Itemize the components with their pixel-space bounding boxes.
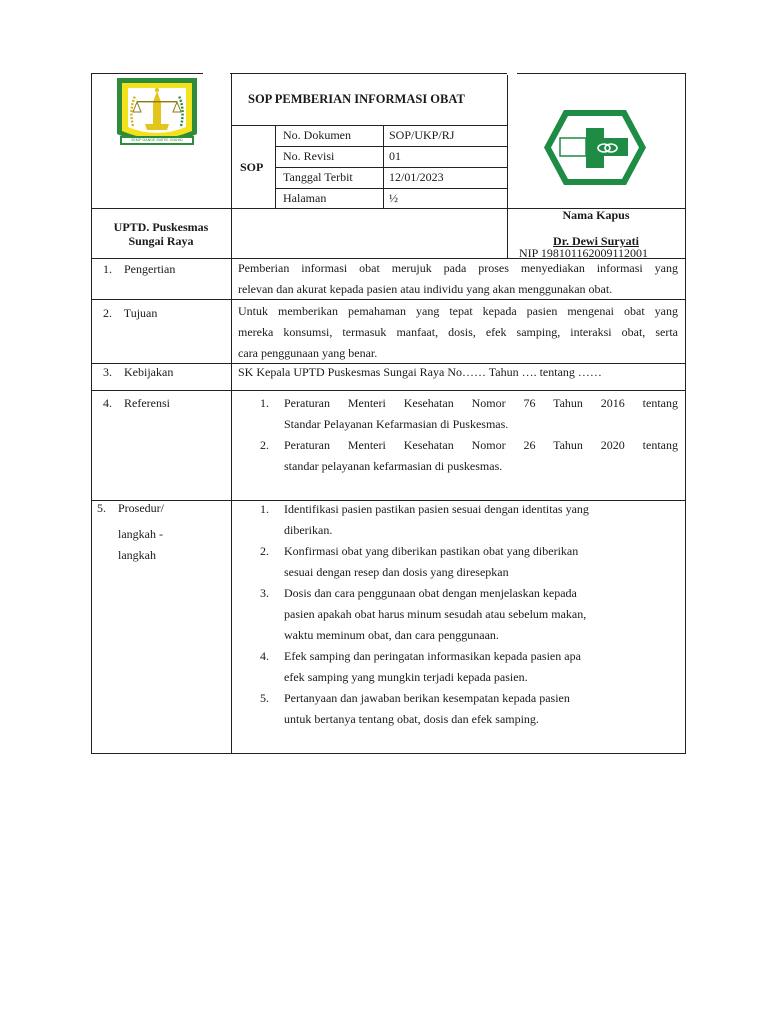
meta-row-line — [275, 146, 508, 147]
sop-label: SOP — [240, 160, 264, 174]
logo-column-divider — [507, 73, 508, 258]
org-name-line1: UPTD. Puskesmas — [113, 220, 209, 234]
section-label-pengertian: 1. Pengertian — [103, 262, 176, 276]
meta-row-line — [275, 167, 508, 168]
table-border-bottom — [91, 753, 686, 754]
list-line: standar pelayanan kefarmasian di puskesmas. — [284, 459, 503, 473]
list-line: Efek samping dan peringatan informasikan kepada pasien apa — [284, 649, 581, 663]
section-label-kebijakan: 3. Kebijakan — [103, 365, 174, 379]
list-item — [238, 583, 678, 646]
border-gap — [203, 71, 230, 75]
meta-row-line — [275, 188, 508, 189]
list-line: Peraturan Menteri Kesehatan Nomor 76 Tahun 2016 tentang — [284, 396, 678, 410]
body-line: Untuk memberikan pemahaman yang tepat kepada pasien mengenai obat yang — [238, 304, 678, 318]
list-line: sesuai dengan resep dan dosis yang diresepkan — [284, 565, 509, 579]
list-number: 4. — [260, 649, 269, 663]
list-number: 1. — [260, 502, 269, 516]
list-number: 2. — [260, 544, 269, 558]
meta-label-doc-number: No. Dokumen — [283, 128, 351, 142]
list-line: waktu meminum obat, dan cara penggunaan. — [284, 628, 499, 642]
list-item — [238, 393, 678, 435]
org-name-line2: Sungai Raya — [128, 234, 194, 248]
list-line: Identifikasi pasien pastikan pasien sesuai dengan identitas yang — [284, 502, 589, 516]
list-item — [238, 646, 678, 688]
list-line: Pertanyaan dan jawaban berikan kesempatan kepada pasien — [284, 691, 570, 705]
section-body-kebijakan: SK Kepala UPTD Puskesmas Sungai Raya No…… Tahun …. tentang …… — [238, 365, 602, 379]
row-line — [91, 390, 686, 391]
list-line: pasien apakah obat harus minum sesudah atau sebelum makan, — [284, 607, 587, 621]
list-line: diberikan. — [284, 523, 333, 537]
meta-label-revision: No. Revisi — [283, 149, 335, 163]
body-line: relevan dan akurat kepada pasien atau individu yang akan menggunakan obat. — [238, 282, 613, 296]
meta-value-doc-number: SOP/UKP/RJ — [389, 128, 455, 142]
meta-value-page: ½ — [389, 191, 398, 205]
section-body-pengertian — [238, 258, 678, 300]
list-line: efek samping yang mungkin terjadi kepada pasien. — [284, 670, 528, 684]
section-label-tujuan: 2. Tujuan — [103, 306, 158, 320]
meta-value-issue-date: 12/01/2023 — [389, 170, 444, 184]
emblem-banner-text: SEKIP DANGE MATEE SYAHID — [131, 138, 183, 142]
body-line: Pemberian informasi obat merujuk pada proses menyediakan informasi yang — [238, 261, 678, 275]
list-line: Peraturan Menteri Kesehatan Nomor 26 Tahun 2020 tentang — [284, 438, 678, 452]
puskesmas-cross-icon — [542, 108, 648, 187]
list-number: 3. — [260, 586, 269, 600]
table-border-right — [685, 73, 686, 754]
signatory-role: Nama Kapus — [562, 208, 630, 222]
aceh-province-emblem-icon — [111, 74, 203, 150]
list-item — [238, 435, 678, 477]
list-line: Standar Pelayanan Kefarmasian di Puskesmas. — [284, 417, 509, 431]
body-line: mereka konsumsi, termasuk manfaat, dosis, efek samping, interaksi obat, serta — [238, 325, 678, 339]
list-number: 5. — [260, 691, 269, 705]
signatory-nip: NIP 198101162009112001 — [519, 246, 648, 260]
column-divider — [231, 73, 232, 754]
section-body-tujuan — [238, 301, 678, 364]
meta-label-issue-date: Tanggal Terbit — [283, 170, 353, 184]
border-gap — [507, 71, 517, 75]
list-line: untuk bertanya tentang obat, dosis dan efek samping. — [284, 712, 539, 726]
document-title: SOP PEMBERIAN INFORMASI OBAT — [248, 92, 465, 106]
list-line: Konfirmasi obat yang diberikan pastikan obat yang diberikan — [284, 544, 579, 558]
meta-label-page: Halaman — [283, 191, 327, 205]
table-border-left — [91, 73, 92, 754]
section-label-prosedur: 5. Prosedur/ — [97, 501, 164, 515]
list-item — [238, 688, 678, 730]
referensi-list — [238, 393, 678, 477]
list-number: 1. — [260, 396, 269, 410]
section-label-referensi: 4. Referensi — [103, 396, 170, 410]
section-label-prosedur-line2: langkah - — [118, 527, 163, 541]
title-divider — [231, 125, 508, 126]
meta-value-revision: 01 — [389, 149, 401, 163]
prosedur-list — [238, 499, 678, 730]
signatory-name: Dr. Dewi Suryati — [553, 234, 639, 248]
list-item — [238, 541, 678, 583]
list-item — [238, 499, 678, 541]
section-label-prosedur-line3: langkah — [118, 548, 156, 562]
body-line: cara penggunaan yang benar. — [238, 346, 378, 360]
list-number: 2. — [260, 438, 269, 452]
list-line: Dosis dan cara penggunaan obat dengan menjelaskan kepada — [284, 586, 577, 600]
